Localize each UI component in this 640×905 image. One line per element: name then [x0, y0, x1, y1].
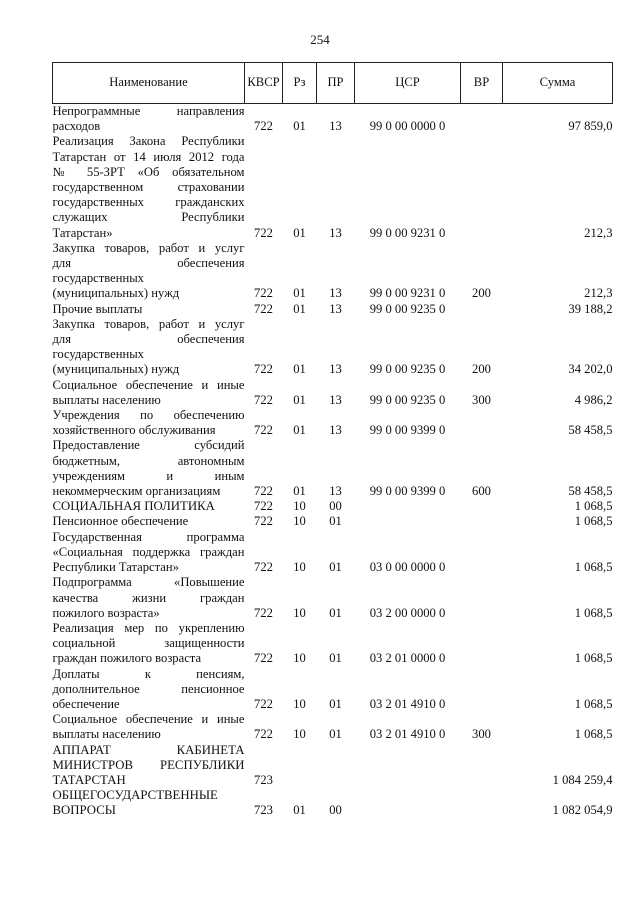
- row-csr: [355, 788, 461, 818]
- row-pr: 13: [329, 362, 342, 377]
- row-kvsr: 722: [254, 484, 273, 499]
- row-name-line: пожилого возраста»: [52, 605, 160, 620]
- row-vr: [461, 743, 503, 789]
- row-csr: 03 0 00 0000 0: [369, 560, 446, 575]
- row-name-line: качества жизни граждан: [52, 590, 245, 605]
- row-pr: [317, 743, 355, 789]
- row-name: [53, 514, 245, 529]
- row-kvsr: 722: [254, 392, 273, 407]
- row-name: [53, 712, 245, 742]
- row-pr: 01: [329, 651, 342, 666]
- row-csr: 99 0 00 9231 0: [369, 225, 446, 240]
- row-csr: 03 2 01 4910 0: [369, 696, 446, 711]
- row-rz: 10: [293, 499, 306, 514]
- row-vr: [461, 575, 503, 621]
- row-rz: 01: [293, 803, 306, 818]
- row-name-line: выплаты населению: [52, 727, 161, 742]
- row-name-line: учреждениям и иным: [52, 468, 245, 483]
- column-header-sum: Сумма: [503, 63, 613, 104]
- row-name-line: Татарстан от 14 июля 2012 года: [52, 149, 245, 164]
- row-rz: 10: [293, 651, 306, 666]
- table-row: [53, 743, 613, 789]
- table-row: [53, 499, 613, 514]
- row-rz: 10: [293, 560, 306, 575]
- row-kvsr: 722: [254, 301, 273, 316]
- row-name: [53, 134, 245, 240]
- row-vr: 200: [472, 286, 491, 301]
- row-name-line: Доплаты к пенсиям,: [52, 666, 245, 681]
- row-kvsr: 722: [254, 514, 273, 529]
- row-csr: 99 0 00 9231 0: [369, 286, 446, 301]
- row-sum: 39 188,2: [568, 301, 613, 316]
- row-sum: 212,3: [584, 225, 613, 240]
- row-name-line: Социальное обеспечение и иные: [52, 377, 245, 392]
- row-rz: [283, 743, 317, 789]
- row-sum: 1 068,5: [574, 514, 613, 529]
- row-rz: 10: [293, 696, 306, 711]
- row-sum: 1 068,5: [574, 499, 613, 514]
- row-pr: 13: [329, 484, 342, 499]
- row-sum: 58 458,5: [568, 423, 613, 438]
- row-kvsr: 722: [254, 362, 273, 377]
- row-sum: 212,3: [584, 286, 613, 301]
- row-sum: 1 068,5: [574, 727, 613, 742]
- row-kvsr: 722: [254, 696, 273, 711]
- table-row: [53, 575, 613, 621]
- row-name: [53, 788, 245, 818]
- column-header-name: Наименование: [53, 63, 245, 104]
- table-body: [53, 104, 613, 819]
- row-rz: 01: [293, 286, 306, 301]
- row-csr: 99 0 00 9235 0: [369, 362, 446, 377]
- row-vr: 300: [472, 392, 491, 407]
- row-name-line: (муниципальных) нужд: [52, 362, 180, 377]
- row-name-line: выплаты населению: [52, 392, 161, 407]
- row-vr: [461, 621, 503, 667]
- row-sum: 1 068,5: [574, 696, 613, 711]
- row-name-line: (муниципальных) нужд: [52, 286, 180, 301]
- row-name-line: государственных: [52, 271, 144, 286]
- column-header-vr: ВР: [461, 63, 503, 104]
- row-name-line: социальной защищенности: [52, 636, 245, 651]
- row-csr: 99 0 00 9235 0: [369, 392, 446, 407]
- row-csr: [355, 499, 461, 514]
- row-name: [53, 241, 245, 302]
- row-name-line: АППАРАТ КАБИНЕТА: [52, 742, 245, 757]
- row-csr: [355, 514, 461, 529]
- row-name-line: Предоставление субсидий: [52, 438, 245, 453]
- row-name-line: Закупка товаров, работ и услуг: [52, 316, 245, 331]
- column-header-rz: Рз: [283, 63, 317, 104]
- row-sum: 4 986,2: [574, 392, 613, 407]
- row-name-line: Республики Татарстан»: [52, 560, 179, 575]
- row-name-line: № 55-ЗРТ «Об обязательном: [52, 164, 245, 179]
- row-sum: 1 068,5: [574, 605, 613, 620]
- row-vr: [461, 530, 503, 576]
- row-name: [53, 104, 245, 135]
- row-rz: 10: [293, 727, 306, 742]
- row-name: [53, 408, 245, 438]
- row-name-line: для обеспечения: [52, 332, 245, 347]
- table-header-row: [53, 63, 613, 104]
- table-row: [53, 788, 613, 818]
- row-name-line: обеспечение: [52, 696, 120, 711]
- row-rz: 01: [293, 225, 306, 240]
- page-number: 254: [310, 32, 330, 47]
- row-csr: 99 0 00 9399 0: [369, 484, 446, 499]
- row-kvsr: 722: [254, 560, 273, 575]
- row-kvsr: 722: [254, 605, 273, 620]
- row-name-line: Подпрограмма «Повышение: [52, 575, 245, 590]
- row-name: [53, 667, 245, 713]
- row-name-line: для обеспечения: [52, 256, 245, 271]
- row-name-line: ОБЩЕГОСУДАРСТВЕННЫЕ: [52, 788, 218, 803]
- row-kvsr: 723: [254, 803, 273, 818]
- row-name-line: МИНИСТРОВ РЕСПУБЛИКИ: [52, 757, 245, 772]
- row-csr: 99 0 00 9235 0: [369, 301, 446, 316]
- row-pr: 01: [329, 696, 342, 711]
- row-name-line: Государственная программа: [52, 529, 245, 544]
- row-vr: [461, 408, 503, 438]
- row-kvsr: 722: [254, 286, 273, 301]
- row-pr: 13: [329, 301, 342, 316]
- row-vr: [461, 104, 503, 135]
- row-name-line: ВОПРОСЫ: [52, 803, 116, 818]
- row-pr: 01: [329, 514, 342, 529]
- row-name-line: дополнительное пенсионное: [52, 681, 245, 696]
- row-name-line: Реализация Закона Республики: [52, 134, 245, 149]
- row-sum: 97 859,0: [568, 119, 613, 134]
- row-vr: 200: [472, 362, 491, 377]
- row-name: [53, 438, 245, 499]
- row-kvsr: 722: [254, 651, 273, 666]
- row-name-line: ТАТАРСТАН: [52, 772, 126, 787]
- row-rz: 01: [293, 423, 306, 438]
- row-pr: 01: [329, 727, 342, 742]
- row-kvsr: 723: [254, 772, 273, 787]
- table-row: [53, 241, 613, 302]
- table-row: [53, 408, 613, 438]
- row-kvsr: 722: [254, 119, 273, 134]
- table-row: [53, 514, 613, 529]
- row-name-line: граждан пожилого возраста: [52, 651, 202, 666]
- row-name: [53, 621, 245, 667]
- row-vr: [461, 302, 503, 317]
- row-pr: 01: [329, 605, 342, 620]
- table-row: [53, 302, 613, 317]
- row-vr: [461, 667, 503, 713]
- row-name-line: Реализация мер по укреплению: [52, 620, 245, 635]
- row-rz: 01: [293, 392, 306, 407]
- row-csr: 99 0 00 9399 0: [369, 423, 446, 438]
- row-vr: 600: [472, 484, 491, 499]
- row-name: [53, 317, 245, 378]
- row-sum: 34 202,0: [568, 362, 613, 377]
- table-row: [53, 621, 613, 667]
- table-row: [53, 317, 613, 378]
- row-pr: 00: [329, 499, 342, 514]
- row-vr: [461, 514, 503, 529]
- row-name-line: Учреждения по обеспечению: [52, 408, 245, 423]
- row-kvsr: 722: [254, 499, 273, 514]
- row-pr: 13: [329, 225, 342, 240]
- row-name-line: Прочие выплаты: [52, 301, 143, 316]
- row-csr: 03 2 01 0000 0: [369, 651, 446, 666]
- row-vr: [461, 499, 503, 514]
- row-csr: 99 0 00 0000 0: [369, 119, 446, 134]
- row-sum: 1 084 259,4: [552, 772, 613, 787]
- row-rz: 10: [293, 514, 306, 529]
- row-name: [53, 530, 245, 576]
- row-name-line: государственных: [52, 347, 144, 362]
- row-sum: 58 458,5: [568, 484, 613, 499]
- table-row: [53, 134, 613, 240]
- row-csr: 03 2 01 4910 0: [369, 727, 446, 742]
- row-vr: 300: [472, 727, 491, 742]
- table-row: [53, 667, 613, 713]
- row-csr: 03 2 00 0000 0: [369, 605, 446, 620]
- row-rz: 01: [293, 301, 306, 316]
- row-pr: 13: [329, 119, 342, 134]
- row-sum: 1 068,5: [574, 560, 613, 575]
- row-name-line: Непрограммные направления: [52, 104, 245, 118]
- table-row: [53, 378, 613, 408]
- row-kvsr: 722: [254, 423, 273, 438]
- budget-table: [52, 62, 613, 819]
- row-sum: 1 068,5: [574, 651, 613, 666]
- row-name-line: СОЦИАЛЬНАЯ ПОЛИТИКА: [52, 499, 215, 514]
- row-rz: 01: [293, 119, 306, 134]
- row-name: [53, 743, 245, 789]
- row-pr: 13: [329, 286, 342, 301]
- column-header-pr: ПР: [317, 63, 355, 104]
- row-name: [53, 378, 245, 408]
- table-row: [53, 104, 613, 135]
- row-csr: [355, 743, 461, 789]
- row-name: [53, 302, 245, 317]
- column-header-kvsr: КВСР: [245, 63, 283, 104]
- row-name-line: государственных гражданских: [52, 195, 245, 210]
- row-sum: 1 082 054,9: [552, 803, 613, 818]
- row-name-line: Пенсионное обеспечение: [52, 514, 189, 529]
- row-name-line: служащих Республики: [52, 210, 245, 225]
- row-kvsr: 722: [254, 727, 273, 742]
- row-name-line: некоммерческим организациям: [52, 484, 221, 499]
- row-kvsr: 722: [254, 225, 273, 240]
- row-pr: 01: [329, 560, 342, 575]
- row-vr: [461, 134, 503, 240]
- row-name-line: Татарстан»: [52, 225, 113, 240]
- row-pr: 00: [329, 803, 342, 818]
- row-rz: 10: [293, 605, 306, 620]
- table-row: [53, 530, 613, 576]
- row-name: [53, 575, 245, 621]
- row-name: [53, 499, 245, 514]
- row-pr: 13: [329, 423, 342, 438]
- column-header-csr: ЦСР: [355, 63, 461, 104]
- row-name-line: государственном страховании: [52, 180, 245, 195]
- row-name-line: Социальное обеспечение и иные: [52, 712, 245, 727]
- row-name-line: бюджетным, автономным: [52, 453, 245, 468]
- table-row: [53, 712, 613, 742]
- row-rz: 01: [293, 362, 306, 377]
- table-row: [53, 438, 613, 499]
- row-name-line: Закупка товаров, работ и услуг: [52, 240, 245, 255]
- row-pr: 13: [329, 392, 342, 407]
- row-name-line: расходов: [52, 119, 101, 134]
- row-name-line: «Социальная поддержка граждан: [52, 544, 245, 559]
- row-vr: [461, 788, 503, 818]
- row-name-line: хозяйственного обслуживания: [52, 423, 216, 438]
- row-rz: 01: [293, 484, 306, 499]
